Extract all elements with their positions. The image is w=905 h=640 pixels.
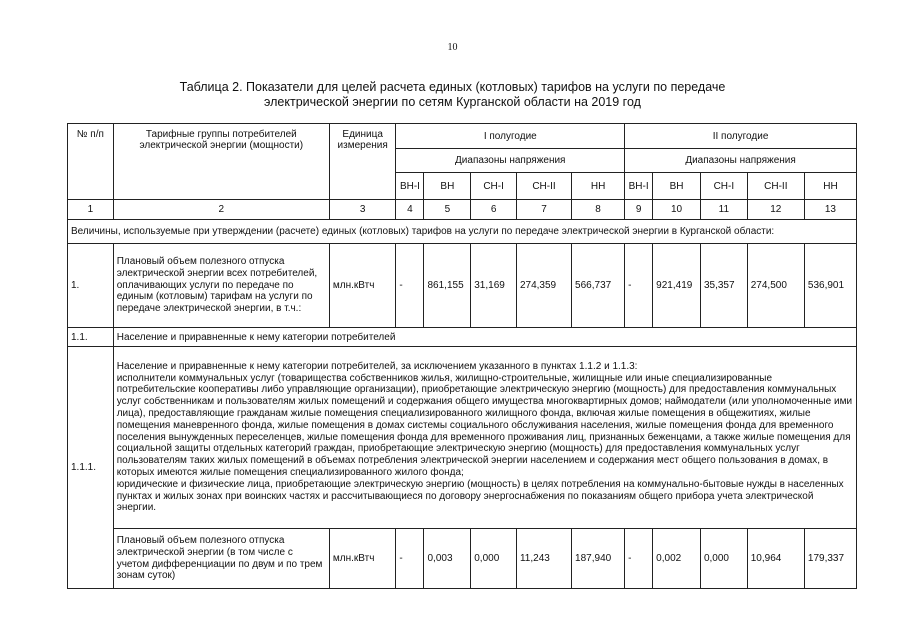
column-number: 8 [572, 200, 625, 220]
row-value: 179,337 [804, 529, 856, 589]
row-value: 187,940 [572, 529, 625, 589]
header-voltage-ranges-1: Диапазоны напряжения [396, 149, 625, 173]
row-value: 536,901 [804, 244, 856, 328]
table-row [68, 529, 857, 589]
column-number: 6 [471, 200, 517, 220]
row-num: 1.1. [68, 328, 114, 347]
header-voltage: ВН-I [625, 173, 653, 200]
row-value: 0,000 [700, 529, 747, 589]
header-voltage: СН-I [700, 173, 747, 200]
row-num: 1. [68, 244, 114, 328]
row-value: 10,964 [747, 529, 804, 589]
row-value: 0,003 [424, 529, 471, 589]
header-voltage: НН [572, 173, 625, 200]
header-voltage-ranges-2: Диапазоны напряжения [625, 149, 857, 173]
column-number: 12 [747, 200, 804, 220]
row-value: - [396, 529, 424, 589]
header-voltage: СН-II [747, 173, 804, 200]
row-value: 0,002 [653, 529, 701, 589]
header-half-2: II полугодие [625, 124, 857, 149]
column-number: 3 [329, 200, 396, 220]
row-value: 35,357 [700, 244, 747, 328]
description-paragraph: исполнители коммунальных услуг (товарищества собственников жилья, жилищно-строительные, жилищные или иные специализированные потребительские кооперативы либо управляющие организации), приобретающие электрическую энергию (мощность) для предоставления коммунальных услуг собственникам и пользователям жилых помещений и содержания общего имущества многоквартирных домов; наймодатели (или уполномоченные ими лица), предоставляющие гражданам жилые помещения специализированного жилищного фонда, включая жилые помещения в общежитиях, жилые помещения маневренного фонда, жилые помещения в домах системы социального обслуживания населения, жилые помещения фонда для временного поселения вынужденных переселенцев, жилые помещения фонда для временного проживания лиц, признанных беженцами, а также жилые помещения для социальной защиты отдельных категорий граждан, приобретающие электрическую энергию (мощность) для предоставления коммунальных услуг пользователям таких жилых помещений в объемах потребления электрической энергии населением и содержания мест общего пользования в домах, в которых имеются жилые помещения специализированного жилого фонда; [116, 372, 853, 478]
column-number: 4 [396, 200, 424, 220]
row-name: Плановый объем полезного отпуска электрической энергии (в том числе с учетом дифференциации по двум и по трем зонам суток) [113, 529, 329, 589]
column-number: 13 [804, 200, 856, 220]
row-value: - [625, 244, 653, 328]
column-number: 11 [700, 200, 747, 220]
row-name: Плановый объем полезного отпуска электрической энергии всех потребителей, оплачивающих услуги по передаче по единым (котловым) тарифам на услуги по передаче электрической энергии, в т.ч.: [113, 244, 329, 328]
table-row [68, 244, 857, 328]
row-description [113, 347, 856, 529]
header-voltage: СН-II [516, 173, 571, 200]
header-voltage: ВН-I [396, 173, 424, 200]
header-unit: Единица измерения [329, 124, 396, 200]
row-unit: млн.кВтч [329, 244, 396, 328]
row-value: 274,359 [516, 244, 571, 328]
row-value: 921,419 [653, 244, 701, 328]
column-number: 7 [516, 200, 571, 220]
row-unit: млн.кВтч [329, 529, 396, 589]
description-paragraph: Население и приравненные к нему категории потребителей, за исключением указанного в пунктах 1.1.2 и 1.1.3: [116, 360, 638, 372]
column-number: 2 [113, 200, 329, 220]
page-number: 10 [447, 42, 458, 53]
header-voltage: ВН [424, 173, 471, 200]
column-number: 9 [625, 200, 653, 220]
column-number: 10 [653, 200, 701, 220]
row-value: 566,737 [572, 244, 625, 328]
row-num: 1.1.1. [68, 347, 114, 589]
column-number: 5 [424, 200, 471, 220]
header-groups: Тарифные группы потребителей электрической энергии (мощности) [113, 124, 329, 200]
row-name: Население и приравненные к нему категории потребителей [113, 328, 856, 347]
tariff-table [67, 123, 857, 589]
column-number: 1 [68, 200, 114, 220]
table-title [0, 80, 905, 110]
description-paragraph: юридические и физические лица, приобретающие электрическую энергию (мощность) в целях потребления на коммунально-бытовые нужды в населенных пунктах и жилых зонах при воинских частях и рассчитывающиеся по договору энергоснабжения по показаниям общего прибора учета электрической энергии. [116, 478, 844, 514]
row-value: 0,000 [471, 529, 517, 589]
row-value: 31,169 [471, 244, 517, 328]
row-value: 274,500 [747, 244, 804, 328]
table-row [68, 347, 857, 529]
header-voltage: СН-I [471, 173, 517, 200]
row-value: - [625, 529, 653, 589]
table-title-line-2: электрической энергии по сетям Курганской области на 2019 год [264, 95, 641, 109]
table-row [68, 328, 857, 347]
row-value: - [396, 244, 424, 328]
row-value: 861,155 [424, 244, 471, 328]
row-value: 11,243 [516, 529, 571, 589]
section-row: Величины, используемые при утверждении (расчете) единых (котловых) тарифов на услуги по передаче электрической энергии в Курганской области: [68, 220, 857, 244]
table-title-line-1: Таблица 2. Показатели для целей расчета единых (котловых) тарифов на услуги по передаче [179, 80, 726, 94]
header-num: № п/п [68, 124, 114, 200]
header-voltage: ВН [653, 173, 701, 200]
header-half-1: I полугодие [396, 124, 625, 149]
header-voltage: НН [804, 173, 856, 200]
